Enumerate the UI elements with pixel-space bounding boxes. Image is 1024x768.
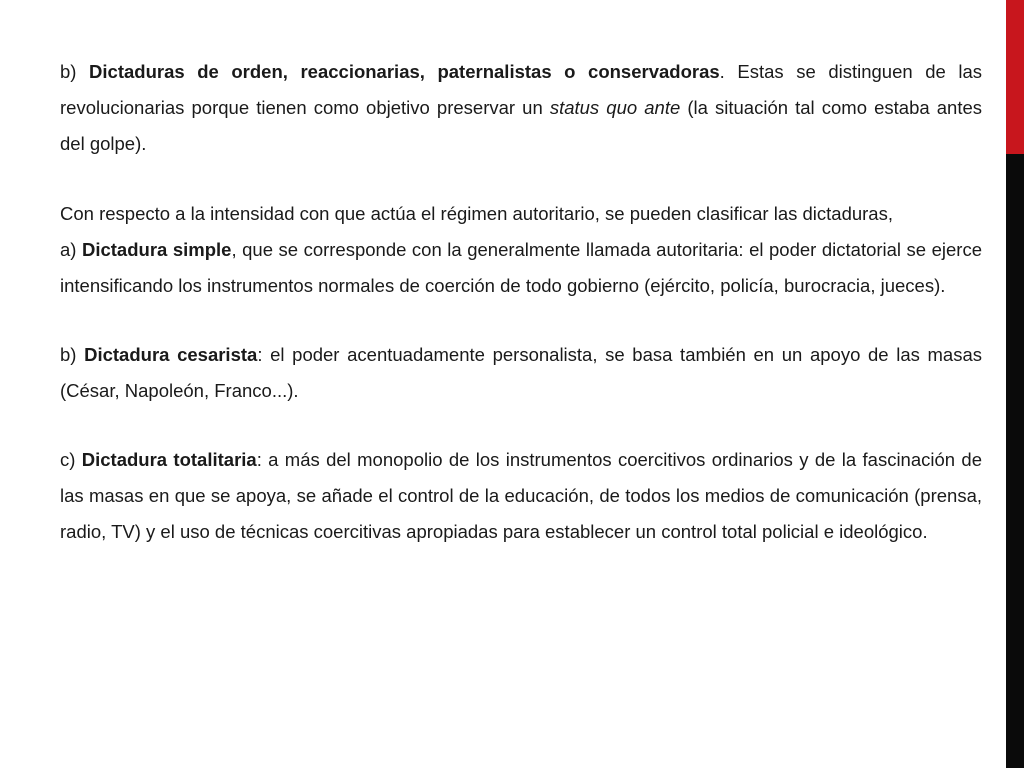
list-marker: b) bbox=[60, 344, 77, 365]
list-marker: a) bbox=[60, 239, 77, 260]
paragraph-text: , que se corresponde con la generalmente llamada autoritaria: el poder dictatorial se ejerce intensificando los instrumentos normales de coerción de todo gobierno (ejército, policía, burocracia, jueces). bbox=[60, 239, 983, 296]
paragraph-text: . Estas se distinguen de las revolucionarias porque tienen como objetivo preservar un bbox=[60, 61, 983, 118]
paragraph-text: : a más del monopolio de los instrumentos coercitivos ordinarios y de la fascinación de las masas en que se apoya, se añade el control de la educación, de todos los medios de comunicación (prensa, radio, TV) y el uso de técnicas coercitivas apropiadas para establecer un control total policial e ideológico. bbox=[60, 449, 982, 542]
paragraph-intensity-intro bbox=[60, 196, 982, 304]
list-marker: c) bbox=[60, 449, 76, 470]
slide-body bbox=[60, 54, 982, 550]
paragraph-caesarist-dictatorship bbox=[60, 337, 982, 409]
decorative-side-bar bbox=[1006, 0, 1024, 768]
italic-term: status quo ante bbox=[549, 97, 681, 118]
term-totalitarian-dictatorship: Dictadura totalitaria bbox=[81, 449, 257, 470]
paragraph-conservative-dictatorships bbox=[60, 54, 982, 162]
list-marker: b) bbox=[60, 61, 77, 82]
term-caesarist-dictatorship: Dictadura cesarista bbox=[84, 344, 258, 365]
paragraph-text: (la situación tal como estaba antes del golpe). bbox=[60, 97, 982, 154]
paragraph-text: : el poder acentuadamente personalista, se basa también en un apoyo de las masas (César, Napoleón, Franco...). bbox=[60, 344, 983, 401]
paragraph-totalitarian-dictatorship bbox=[60, 442, 982, 550]
term-simple-dictatorship: Dictadura simple bbox=[81, 239, 232, 260]
side-bar-black-segment bbox=[1006, 154, 1024, 768]
term-conservative-dictatorships: Dictaduras de orden, reaccionarias, paternalistas o conservadoras bbox=[89, 61, 720, 82]
intro-sentence: Con respecto a la intensidad con que actúa el régimen autoritario, se pueden clasificar las dictaduras, bbox=[60, 203, 893, 224]
side-bar-red-segment bbox=[1006, 0, 1024, 154]
